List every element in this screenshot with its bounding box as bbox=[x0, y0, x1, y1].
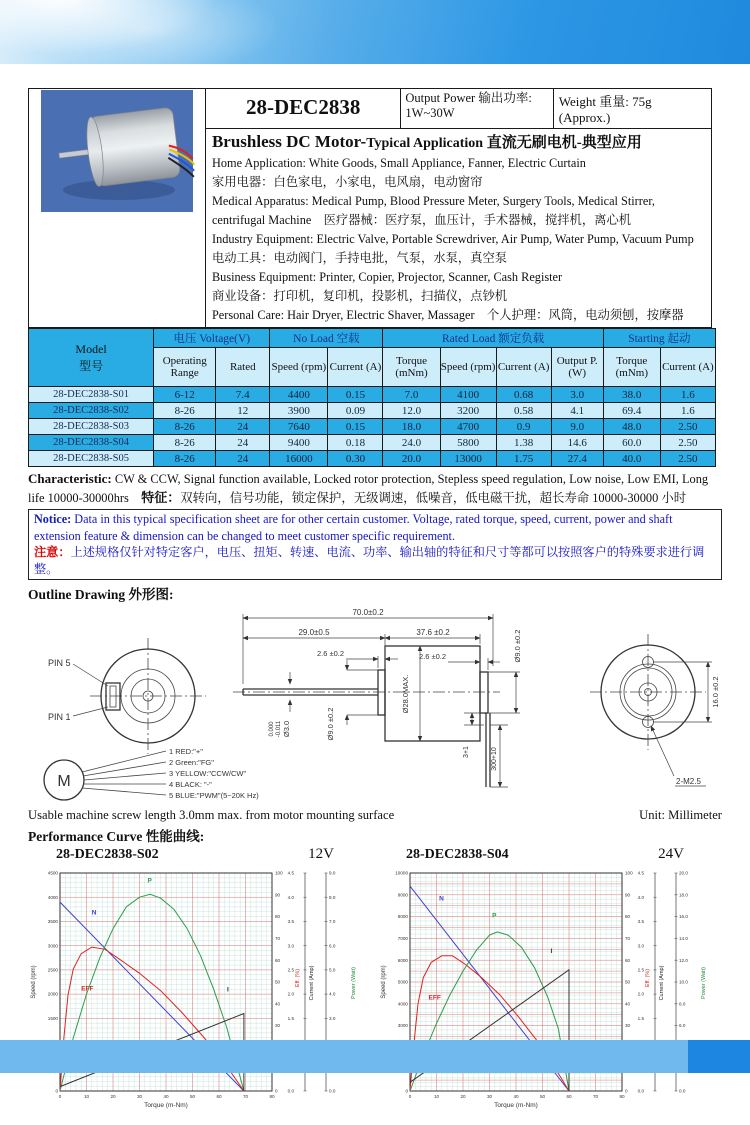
dim-shaft-length: 29.0±0.5 bbox=[298, 628, 330, 637]
spec-value: 0.9 bbox=[496, 419, 551, 435]
spec-value: 3.0 bbox=[551, 387, 603, 403]
svg-text:P: P bbox=[147, 877, 152, 885]
motor-photo-cell bbox=[29, 89, 206, 328]
svg-text:N: N bbox=[439, 895, 444, 903]
svg-text:P: P bbox=[492, 912, 497, 920]
svg-text:2500: 2500 bbox=[47, 967, 58, 973]
svg-text:80: 80 bbox=[619, 1094, 625, 1099]
spec-value: 13000 bbox=[440, 451, 496, 467]
svg-text:30: 30 bbox=[486, 1094, 493, 1099]
svg-text:Current (Amp): Current (Amp) bbox=[309, 965, 315, 1001]
svg-text:90: 90 bbox=[625, 892, 631, 898]
characteristic-en: CW & CCW, Signal function available, Locked rotor protection, Stepless speed regulation, Low noise, Low EMI, Long life 10000-30000hrs bbox=[28, 472, 709, 505]
spec-value: 0.30 bbox=[328, 451, 383, 467]
dim-stub-length: 3+1 bbox=[463, 746, 470, 758]
svg-text:7.0: 7.0 bbox=[329, 919, 336, 925]
svg-text:70: 70 bbox=[275, 936, 281, 941]
spec-row-model: 28-DEC2838-S01 bbox=[29, 387, 154, 403]
svg-text:N: N bbox=[91, 909, 97, 917]
pin1-label: PIN 1 bbox=[48, 712, 71, 722]
svg-text:100: 100 bbox=[275, 870, 283, 876]
pin5-label: PIN 5 bbox=[48, 658, 71, 668]
svg-text:1.5: 1.5 bbox=[637, 1015, 644, 1021]
group-header-starting: Starting 起动 bbox=[603, 329, 715, 348]
weight-cell: Weight 重量: 75g (Approx.) bbox=[553, 89, 711, 129]
spec-value: 9.0 bbox=[551, 419, 603, 435]
svg-text:2.5: 2.5 bbox=[287, 967, 294, 973]
svg-text:4.5: 4.5 bbox=[637, 870, 644, 876]
svg-text:6.0: 6.0 bbox=[679, 1023, 686, 1029]
svg-text:80: 80 bbox=[625, 914, 631, 920]
header-banner bbox=[0, 0, 750, 64]
spec-value: 3200 bbox=[440, 403, 496, 419]
svg-text:Power (Watt): Power (Watt) bbox=[701, 967, 707, 999]
application-line: Business Equipment: Printer, Copier, Projector, Scanner, Cash Register bbox=[211, 270, 563, 284]
spec-value: 4700 bbox=[440, 419, 496, 435]
spec-row bbox=[29, 387, 716, 403]
svg-text:30: 30 bbox=[275, 1023, 281, 1029]
spec-value: 60.0 bbox=[603, 435, 660, 451]
wire-label-red: 1 RED:"+" bbox=[169, 747, 203, 756]
svg-text:Eff. (%): Eff. (%) bbox=[645, 968, 651, 988]
dim-screws-label: 2-M2.5 bbox=[676, 777, 701, 786]
svg-text:12.0: 12.0 bbox=[679, 957, 688, 963]
notice-label-en: Notice: bbox=[34, 512, 72, 526]
svg-text:2000: 2000 bbox=[47, 991, 58, 997]
svg-text:0: 0 bbox=[405, 1088, 408, 1094]
spec-row bbox=[29, 435, 716, 451]
spec-row-model: 28-DEC2838-S05 bbox=[29, 451, 154, 467]
dim-rear-boss-dia: Ø9.0 ±0.2 bbox=[513, 629, 522, 663]
svg-text:100: 100 bbox=[625, 870, 633, 876]
performance-charts bbox=[28, 846, 722, 1125]
svg-text:60: 60 bbox=[216, 1094, 222, 1099]
spec-value: 38.0 bbox=[603, 387, 660, 403]
rear-view bbox=[590, 634, 720, 786]
output-power-cell bbox=[401, 89, 553, 129]
characteristic-label-cn: 特征： bbox=[141, 489, 181, 505]
svg-text:4000: 4000 bbox=[397, 1001, 408, 1007]
spec-value: 48.0 bbox=[603, 419, 660, 435]
spec-value: 0.09 bbox=[328, 403, 383, 419]
svg-text:60: 60 bbox=[275, 957, 281, 963]
spec-value: 18.0 bbox=[383, 419, 440, 435]
sub-header: Operating Range bbox=[154, 348, 216, 387]
svg-text:4.0: 4.0 bbox=[329, 991, 336, 997]
spec-value: 7.0 bbox=[383, 387, 440, 403]
motor-photo bbox=[41, 90, 193, 212]
svg-text:10000: 10000 bbox=[395, 870, 408, 876]
svg-text:4.0: 4.0 bbox=[637, 894, 644, 900]
svg-text:80: 80 bbox=[269, 1094, 275, 1099]
dim-body-length: 37.6 ±0.2 bbox=[416, 628, 450, 637]
svg-text:Speed (rpm): Speed (rpm) bbox=[31, 965, 37, 999]
performance-chart-s04 bbox=[378, 863, 720, 1125]
chart-voltage-s04: 24V bbox=[658, 846, 684, 862]
sub-header: Current (A) bbox=[660, 348, 715, 387]
dim-body-dia: Ø28.0MAX. bbox=[401, 674, 410, 714]
svg-text:0.0: 0.0 bbox=[329, 1088, 336, 1094]
chart-block-s04 bbox=[378, 846, 720, 1125]
sub-header: Torque (mNm) bbox=[383, 348, 440, 387]
svg-text:0.0: 0.0 bbox=[287, 1088, 294, 1094]
spec-row bbox=[29, 451, 716, 467]
performance-curve-heading: Performance Curve 性能曲线: bbox=[28, 829, 205, 844]
application-line: 商业设备：打印机，复印机，投影机，扫描仪，点钞机 bbox=[211, 289, 508, 303]
drawing-notes bbox=[28, 808, 722, 823]
spec-value: 8-26 bbox=[154, 435, 216, 451]
sub-header: Current (A) bbox=[496, 348, 551, 387]
output-power-label: Output Power 输出功率: bbox=[405, 91, 532, 105]
svg-text:4.5: 4.5 bbox=[287, 870, 294, 876]
svg-text:3.0: 3.0 bbox=[637, 943, 644, 949]
dim-front-boss-dia: Ø9.0 ±0.2 bbox=[326, 707, 335, 741]
spec-row-model: 28-DEC2838-S02 bbox=[29, 403, 154, 419]
svg-text:4000: 4000 bbox=[47, 894, 58, 900]
spec-value: 40.0 bbox=[603, 451, 660, 467]
svg-text:80: 80 bbox=[275, 914, 281, 920]
svg-text:5000: 5000 bbox=[397, 979, 408, 985]
svg-text:1.5: 1.5 bbox=[287, 1015, 294, 1021]
application-line: Home Application: White Goods, Small Appliance, Fanner, Electric Curtain bbox=[211, 156, 586, 170]
spec-value: 27.4 bbox=[551, 451, 603, 467]
wire-label-yellow: 3 YELLOW:"CCW/CW" bbox=[169, 769, 247, 778]
svg-text:2.0: 2.0 bbox=[287, 991, 294, 997]
group-header-voltage: 电压 Voltage(V) bbox=[154, 329, 270, 348]
spec-value: 0.15 bbox=[328, 419, 383, 435]
sub-header: Speed (rpm) bbox=[270, 348, 328, 387]
wire-label-black: 4 BLACK: "-" bbox=[169, 780, 212, 789]
svg-text:3000: 3000 bbox=[47, 943, 58, 949]
svg-text:Power (Watt): Power (Watt) bbox=[351, 967, 357, 999]
dim-shaft-tol-upper: 0.000 bbox=[269, 721, 275, 737]
spec-row bbox=[29, 419, 716, 435]
spec-value: 5800 bbox=[440, 435, 496, 451]
spec-value: 0.58 bbox=[496, 403, 551, 419]
outline-drawing-heading: Outline Drawing 外形图: bbox=[28, 587, 174, 602]
sub-header: Torque (mNm) bbox=[603, 348, 660, 387]
svg-text:2.0: 2.0 bbox=[637, 991, 644, 997]
spec-value: 1.38 bbox=[496, 435, 551, 451]
svg-text:16.0: 16.0 bbox=[679, 914, 688, 920]
wire-label-green: 2 Green:"FG" bbox=[169, 758, 214, 767]
svg-text:20: 20 bbox=[460, 1094, 466, 1099]
spec-value: 14.6 bbox=[551, 435, 603, 451]
notice-label-cn: 注意： bbox=[34, 545, 71, 559]
application-line: Medical Apparatus: Medical Pump, Blood Pressure Meter, Surgery Tools, Medical Stirrer, centrifugal Machine 医疗器械：医疗泵，血压计，手术器械，搅拌机，离心机 bbox=[211, 194, 656, 227]
svg-text:0: 0 bbox=[408, 1094, 412, 1099]
spec-value: 4400 bbox=[270, 387, 328, 403]
svg-text:70: 70 bbox=[592, 1094, 599, 1099]
spec-row bbox=[29, 403, 716, 419]
footer-band bbox=[0, 1040, 750, 1073]
svg-text:1500: 1500 bbox=[47, 1015, 58, 1021]
dim-shaft-tol-lower: -0.011 bbox=[276, 720, 282, 738]
wiring-diagram bbox=[44, 747, 259, 800]
spec-value: 12.0 bbox=[383, 403, 440, 419]
svg-text:60: 60 bbox=[625, 957, 631, 963]
svg-text:0: 0 bbox=[625, 1088, 628, 1094]
outline-drawing bbox=[28, 604, 723, 807]
spec-value: 69.4 bbox=[603, 403, 660, 419]
svg-text:50: 50 bbox=[275, 979, 281, 985]
notice-en: Data in this typical specification sheet are for other certain customer. Voltage, rated torque, speed, current, power and shaft extension feature & dimension can be changed to meet customer specific requirement. bbox=[34, 512, 673, 543]
svg-text:10: 10 bbox=[83, 1094, 90, 1099]
characteristic-cn: 双转向，信号功能，锁定保护，无级调速，低噪音，低电磁干扰，超长寿命 10000-30000 小时 bbox=[180, 490, 687, 505]
spec-row-model: 28-DEC2838-S04 bbox=[29, 435, 154, 451]
spec-value: 2.50 bbox=[660, 419, 715, 435]
svg-text:90: 90 bbox=[275, 892, 281, 898]
spec-value: 20.0 bbox=[383, 451, 440, 467]
performance-chart-s02 bbox=[28, 863, 370, 1125]
section-title-cn: 直流无刷电机-典型应用 bbox=[483, 135, 642, 151]
characteristic-text bbox=[28, 470, 722, 507]
svg-text:Eff. (%): Eff. (%) bbox=[295, 968, 301, 988]
svg-text:40: 40 bbox=[513, 1094, 519, 1099]
svg-text:3000: 3000 bbox=[397, 1023, 408, 1029]
spec-value: 2.50 bbox=[660, 451, 715, 467]
spec-value: 0.15 bbox=[328, 387, 383, 403]
svg-text:9000: 9000 bbox=[397, 892, 408, 898]
svg-text:3.5: 3.5 bbox=[637, 919, 644, 925]
screw-note: Usable machine screw length 3.0mm max. from motor mounting surface bbox=[28, 808, 395, 822]
wire-label-blue: 5 BLUE:"PWM"(5~20K Hz) bbox=[169, 791, 259, 800]
dim-collar-right: 2.6 ±0.2 bbox=[418, 652, 446, 661]
spec-value: 7.4 bbox=[216, 387, 270, 403]
svg-text:0.0: 0.0 bbox=[637, 1088, 644, 1094]
svg-text:Torque (m-Nm): Torque (m-Nm) bbox=[144, 1102, 188, 1109]
svg-text:7000: 7000 bbox=[397, 936, 408, 941]
spec-table bbox=[28, 328, 716, 467]
svg-text:6000: 6000 bbox=[397, 957, 408, 963]
svg-text:50: 50 bbox=[625, 979, 631, 985]
sub-header: Speed (rpm) bbox=[440, 348, 496, 387]
chart-title-s02: 28-DEC2838-S02 bbox=[56, 847, 159, 862]
svg-text:14.0: 14.0 bbox=[679, 936, 688, 941]
svg-text:8.0: 8.0 bbox=[329, 894, 336, 900]
dim-hole-pitch: 16.0 ±0.2 bbox=[711, 676, 720, 708]
section-title-mid: Typical Application bbox=[366, 136, 484, 151]
output-power-value: 1W~30W bbox=[405, 106, 455, 120]
spec-value: 24 bbox=[216, 435, 270, 451]
svg-text:40: 40 bbox=[625, 1001, 631, 1007]
svg-text:6.0: 6.0 bbox=[329, 943, 336, 949]
svg-text:0: 0 bbox=[58, 1094, 62, 1099]
svg-text:EFF: EFF bbox=[81, 985, 94, 993]
notice-box bbox=[28, 509, 722, 580]
group-header-ratedload: Rated Load 额定负载 bbox=[383, 329, 603, 348]
spec-value: 2.50 bbox=[660, 435, 715, 451]
svg-text:50: 50 bbox=[189, 1094, 196, 1099]
dim-collar-left: 2.6 ±0.2 bbox=[316, 649, 344, 658]
spec-value: 4.1 bbox=[551, 403, 603, 419]
spec-row-model: 28-DEC2838-S03 bbox=[29, 419, 154, 435]
svg-text:0: 0 bbox=[275, 1088, 278, 1094]
spec-value: 4100 bbox=[440, 387, 496, 403]
spec-value: 0.18 bbox=[328, 435, 383, 451]
section-title-en: Brushless DC Motor- bbox=[211, 132, 367, 151]
svg-text:4.0: 4.0 bbox=[287, 894, 294, 900]
svg-text:3.0: 3.0 bbox=[287, 943, 294, 949]
col-header-model: Model 型号 bbox=[29, 329, 154, 387]
characteristic-label-en: Characteristic: bbox=[28, 471, 112, 486]
sub-header: Rated bbox=[216, 348, 270, 387]
side-view bbox=[233, 608, 522, 787]
svg-text:8000: 8000 bbox=[397, 914, 408, 920]
spec-value: 8-26 bbox=[154, 419, 216, 435]
svg-text:20.0: 20.0 bbox=[679, 870, 688, 876]
motor-symbol: M bbox=[57, 773, 71, 790]
spec-value: 16000 bbox=[270, 451, 328, 467]
product-model: 28-DEC2838 bbox=[205, 89, 400, 129]
application-line: Industry Equipment: Electric Valve, Portable Screwdriver, Air Pump, Water Pump, Vacuum Pump bbox=[211, 232, 694, 246]
svg-text:I: I bbox=[550, 947, 553, 955]
front-view bbox=[48, 638, 206, 754]
application-line: Personal Care: Hair Dryer, Electric Shaver, Massager 个人护理：风筒，电动须刨，按摩器 bbox=[211, 308, 684, 322]
svg-text:0: 0 bbox=[55, 1088, 58, 1094]
svg-text:3.5: 3.5 bbox=[287, 919, 294, 925]
sub-header: Output P. (W) bbox=[551, 348, 603, 387]
svg-text:9.0: 9.0 bbox=[329, 870, 336, 876]
spec-value: 3900 bbox=[270, 403, 328, 419]
spec-value: 12 bbox=[216, 403, 270, 419]
section-title bbox=[212, 131, 705, 152]
spec-value: 1.6 bbox=[660, 403, 715, 419]
chart-title-s04: 28-DEC2838-S04 bbox=[406, 847, 509, 862]
svg-text:EFF: EFF bbox=[428, 994, 441, 1002]
spec-value: 9400 bbox=[270, 435, 328, 451]
product-info-table bbox=[28, 88, 712, 328]
spec-value: 24 bbox=[216, 419, 270, 435]
chart-voltage-s02: 12V bbox=[308, 846, 334, 862]
svg-text:I: I bbox=[226, 986, 229, 994]
svg-text:8.0: 8.0 bbox=[679, 1001, 686, 1007]
applications-cell bbox=[205, 129, 711, 328]
application-line: 电动工具：电动阀门，手持电批，气泵，水泵，真空泵 bbox=[211, 251, 508, 265]
spec-value: 24 bbox=[216, 451, 270, 467]
sub-header: Current (A) bbox=[328, 348, 383, 387]
spec-value: 7640 bbox=[270, 419, 328, 435]
applications-list bbox=[212, 154, 705, 325]
footer-accent-block bbox=[688, 1040, 750, 1073]
svg-text:2.5: 2.5 bbox=[637, 967, 644, 973]
unit-note: Unit: Millimeter bbox=[639, 808, 722, 822]
svg-text:Current (Amp): Current (Amp) bbox=[659, 965, 665, 1001]
spec-value: 1.75 bbox=[496, 451, 551, 467]
svg-text:10.0: 10.0 bbox=[679, 979, 688, 985]
spec-value: 6-12 bbox=[154, 387, 216, 403]
svg-text:40: 40 bbox=[163, 1094, 169, 1099]
dim-shaft-dia: Ø3.0 bbox=[282, 720, 291, 738]
application-line: 家用电器：白色家电，小家电，电风扇，电动窗帘 bbox=[211, 175, 483, 189]
chart-block-s02 bbox=[28, 846, 370, 1125]
svg-text:50: 50 bbox=[539, 1094, 546, 1099]
svg-text:10: 10 bbox=[433, 1094, 440, 1099]
svg-text:40: 40 bbox=[275, 1001, 281, 1007]
svg-text:Speed (rpm): Speed (rpm) bbox=[381, 965, 387, 999]
dim-wire-length: 300+10 bbox=[491, 747, 498, 771]
svg-text:70: 70 bbox=[625, 936, 631, 941]
svg-text:18.0: 18.0 bbox=[679, 892, 688, 898]
spec-value: 1.6 bbox=[660, 387, 715, 403]
svg-text:20: 20 bbox=[110, 1094, 116, 1099]
svg-text:4500: 4500 bbox=[47, 870, 58, 876]
svg-text:30: 30 bbox=[136, 1094, 143, 1099]
svg-text:70: 70 bbox=[242, 1094, 249, 1099]
svg-text:0.0: 0.0 bbox=[679, 1088, 686, 1094]
svg-text:5.0: 5.0 bbox=[329, 967, 336, 973]
group-header-noload: No Load 空载 bbox=[270, 329, 383, 348]
notice-cn: 上述规格仅针对特定客户，电压、扭矩、转速、电流、功率、输出轴的特征和尺寸等都可以按照客户的特殊要求进行调整。 bbox=[34, 545, 705, 576]
dim-total-length: 70.0±0.2 bbox=[352, 608, 384, 617]
svg-text:60: 60 bbox=[566, 1094, 572, 1099]
spec-value: 8-26 bbox=[154, 451, 216, 467]
spec-value: 0.68 bbox=[496, 387, 551, 403]
spec-value: 8-26 bbox=[154, 403, 216, 419]
svg-text:Torque (m-Nm): Torque (m-Nm) bbox=[494, 1102, 538, 1109]
svg-text:3.0: 3.0 bbox=[329, 1015, 336, 1021]
spec-value: 24.0 bbox=[383, 435, 440, 451]
svg-text:3500: 3500 bbox=[47, 919, 58, 925]
svg-text:30: 30 bbox=[625, 1023, 631, 1029]
